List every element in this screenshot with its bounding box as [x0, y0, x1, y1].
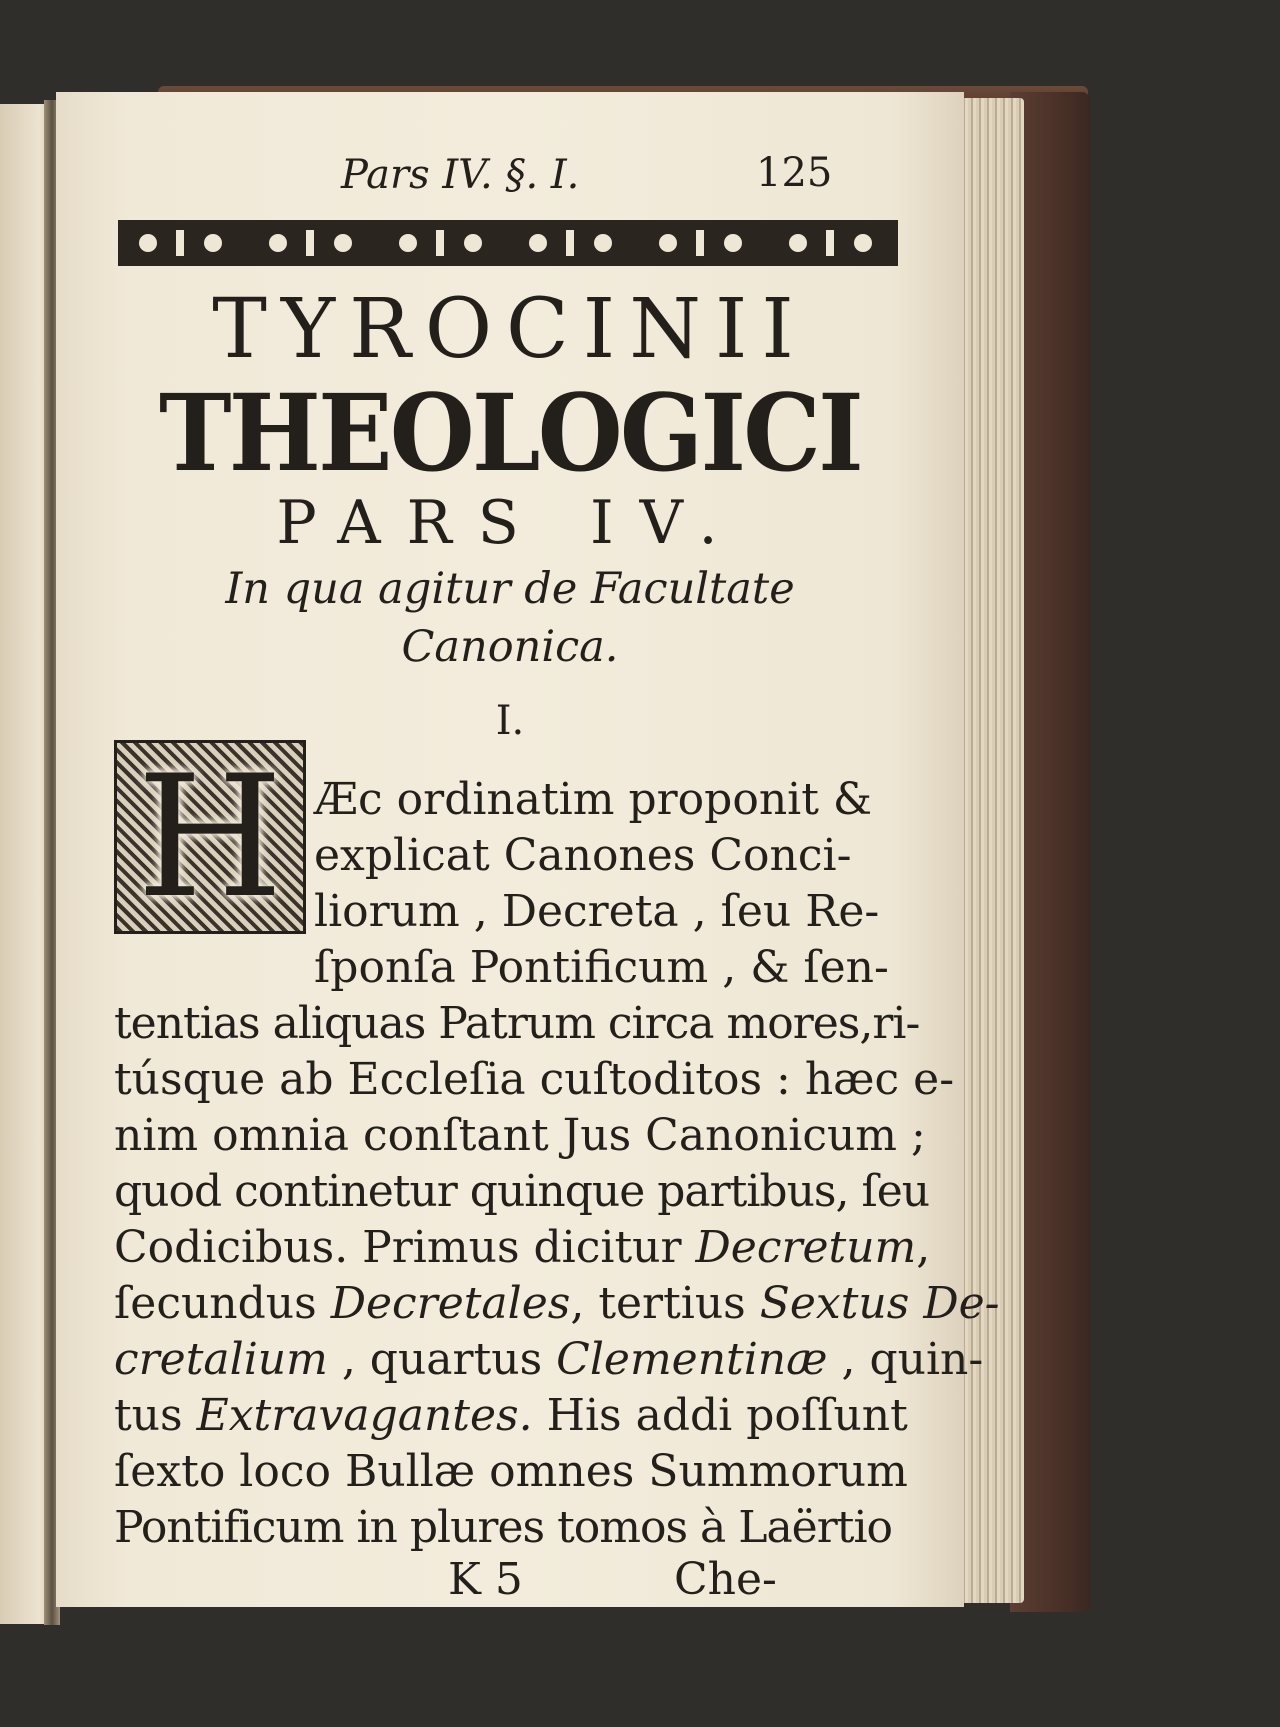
body-line: ſponſa Pontificum , & ſen- — [314, 942, 889, 993]
body-text: , — [916, 1222, 931, 1273]
body-line: explicat Canones Conci- — [314, 830, 852, 881]
signature-mark: K 5 — [448, 1554, 523, 1605]
body-line: liorum , Decreta , ſeu Re- — [314, 886, 880, 937]
body-text: Codicibus. Primus dicitur — [114, 1222, 696, 1273]
book-page — [56, 92, 1000, 1607]
body-line — [114, 1278, 1000, 1329]
italic-term: Decretum — [695, 1222, 917, 1273]
subtitle-line-1: In qua agitur de Facultate — [225, 564, 795, 614]
ornament-band-icon — [118, 218, 898, 268]
italic-term: Clementinæ — [556, 1334, 828, 1385]
body-line — [114, 1334, 983, 1385]
italic-term: Decretales — [330, 1278, 571, 1329]
body-line: túsque ab Eccleſia cuſtoditos : hæc e- — [114, 1054, 955, 1105]
body-line: nim omnia conſtant Jus Canonicum ; — [114, 1110, 926, 1161]
body-line: quod continetur quinque partibus, ſeu — [114, 1166, 930, 1217]
catchword: Che- — [674, 1554, 777, 1605]
italic-term: Extravagantes. — [196, 1390, 533, 1441]
body-line: Pontificum in plures tomos à Laërtio — [114, 1502, 892, 1553]
body-line: ſexto loco Bullæ omnes Summorum — [114, 1446, 908, 1497]
italic-term: cretalium — [114, 1334, 328, 1385]
body-text: His addi poſſunt — [532, 1390, 908, 1441]
drop-cap-letter: H — [136, 739, 284, 935]
body-line — [114, 1390, 908, 1441]
title-line-2: THEOLOGICI — [158, 370, 862, 495]
body-text: tus — [114, 1390, 197, 1441]
body-text: , quartus — [327, 1334, 557, 1385]
title-line-3: PARS IV. — [276, 488, 744, 558]
body-line: tentias aliquas Patrum circa mores,ri- — [114, 998, 920, 1049]
title-line-1: TYROCINII — [212, 282, 808, 377]
body-text: , quin- — [827, 1334, 984, 1385]
section-number: I. — [495, 698, 525, 744]
body-text: , tertius — [570, 1278, 760, 1329]
running-head: Pars IV. §. I. — [341, 152, 580, 198]
drop-cap-initial — [114, 740, 306, 934]
body-line — [114, 1222, 930, 1273]
body-line: Æc ordinatim proponit & — [314, 774, 873, 825]
italic-term: Sextus De- — [759, 1278, 1000, 1329]
body-text: ſecundus — [114, 1278, 331, 1329]
subtitle-line-2: Canonica. — [401, 622, 619, 672]
page-number: 125 — [756, 150, 833, 196]
